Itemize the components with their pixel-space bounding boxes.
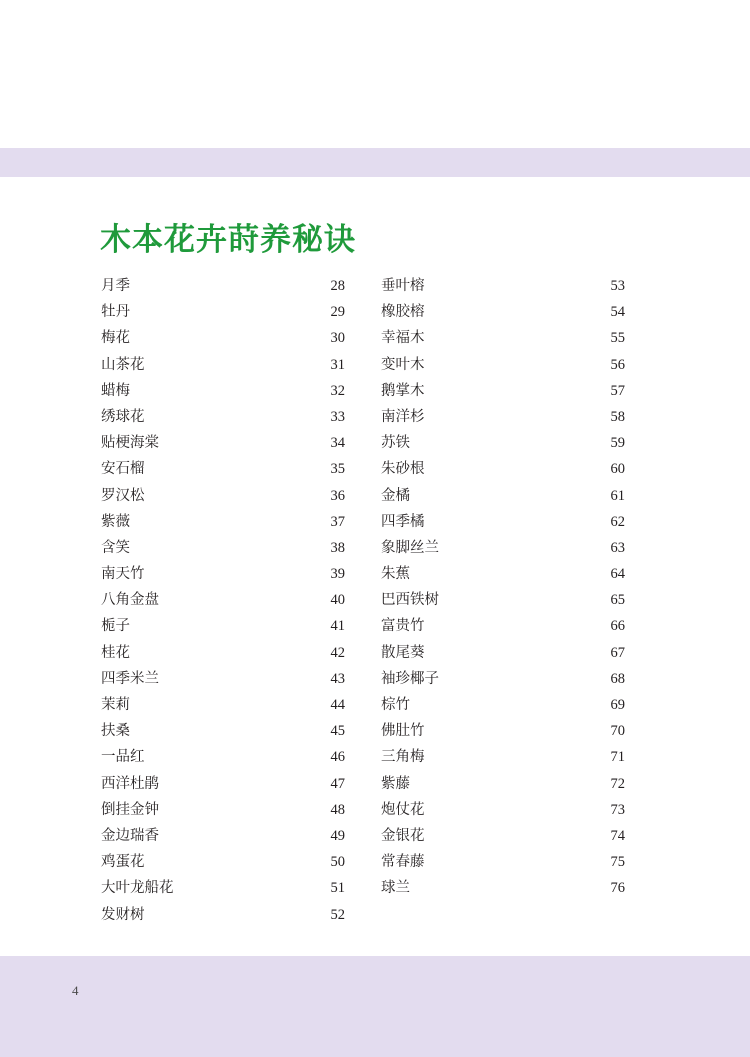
toc-entry-title: 扶桑 — [101, 723, 130, 740]
toc-entry[interactable] — [101, 509, 345, 535]
toc-entry-title: 紫藤 — [381, 775, 410, 792]
toc-entry[interactable] — [381, 613, 625, 639]
toc-entry[interactable] — [101, 378, 345, 404]
toc-entry-page: 32 — [330, 382, 345, 399]
toc-entry-page: 37 — [330, 513, 345, 530]
toc-entry-page: 40 — [330, 592, 345, 609]
toc-entry-page: 61 — [610, 487, 625, 504]
toc-entry[interactable] — [381, 718, 625, 744]
toc-entry-title: 安石榴 — [101, 461, 145, 478]
toc-entry-title: 山茶花 — [101, 356, 145, 373]
toc-entry-title: 金边瑞香 — [101, 827, 159, 844]
toc-entry[interactable] — [381, 404, 625, 430]
toc-entry-title: 散尾葵 — [381, 644, 425, 661]
toc-entry[interactable] — [101, 823, 345, 849]
toc-entry-page: 49 — [330, 827, 345, 844]
toc-entry-page: 69 — [610, 697, 625, 713]
toc-entry-page: 36 — [330, 487, 345, 504]
toc-entry[interactable] — [101, 666, 345, 692]
toc-entry-title: 含笑 — [101, 539, 130, 556]
toc-entry-title: 棕竹 — [381, 697, 410, 713]
toc-entry[interactable] — [101, 902, 345, 928]
toc-entry-title: 栀子 — [101, 618, 130, 635]
toc-entry-page: 33 — [330, 408, 345, 425]
toc-entry-title: 朱蕉 — [381, 566, 410, 583]
toc-entry-page: 54 — [610, 304, 625, 321]
toc-entry[interactable] — [381, 797, 625, 823]
toc-column-right — [381, 273, 625, 902]
toc-entry-page: 41 — [330, 618, 345, 635]
toc-entry-page: 55 — [610, 330, 625, 347]
toc-entry-title: 茉莉 — [101, 697, 130, 713]
toc-entry[interactable] — [381, 587, 625, 613]
toc-entry[interactable] — [101, 718, 345, 744]
toc-entry-page: 28 — [330, 278, 345, 294]
toc-entry-title: 四季橘 — [381, 513, 425, 530]
toc-entry-page: 67 — [610, 644, 625, 661]
toc-entry-page: 62 — [610, 513, 625, 530]
toc-entry-page: 53 — [610, 278, 625, 294]
toc-entry-page: 48 — [330, 801, 345, 818]
toc-entry-title: 橡胶榕 — [381, 304, 425, 321]
toc-entry-page: 46 — [330, 749, 345, 766]
toc-entry-title: 常春藤 — [381, 854, 425, 871]
toc-entry-title: 一品红 — [101, 749, 145, 766]
toc-entry-page: 71 — [610, 749, 625, 766]
toc-entry-page: 63 — [610, 539, 625, 556]
toc-entry[interactable] — [101, 456, 345, 482]
toc-entry[interactable] — [101, 692, 345, 718]
toc-entry-page: 31 — [330, 356, 345, 373]
toc-entry-title: 南天竹 — [101, 566, 145, 583]
toc-entry[interactable] — [381, 875, 625, 901]
toc-entry-title: 紫薇 — [101, 513, 130, 530]
toc-entry-title: 袖珍椰子 — [381, 670, 439, 687]
toc-entry-page: 68 — [610, 670, 625, 687]
toc-entry-title: 巴西铁树 — [381, 592, 439, 609]
footer-band — [0, 956, 750, 1057]
toc-entry[interactable] — [101, 744, 345, 770]
toc-entry[interactable] — [381, 352, 625, 378]
toc-entry-title: 南洋杉 — [381, 408, 425, 425]
toc-entry[interactable] — [101, 325, 345, 351]
toc-entry-title: 牡丹 — [101, 304, 130, 321]
toc-entry-title: 发财树 — [101, 906, 145, 923]
toc-entry[interactable] — [101, 613, 345, 639]
toc-entry[interactable] — [101, 587, 345, 613]
toc-entry[interactable] — [101, 535, 345, 561]
toc-entry-title: 金橘 — [381, 487, 410, 504]
toc-entry[interactable] — [101, 483, 345, 509]
toc-entry[interactable] — [101, 561, 345, 587]
toc-entry-page: 65 — [610, 592, 625, 609]
toc-entry[interactable] — [381, 430, 625, 456]
toc-entry-page: 42 — [330, 644, 345, 661]
toc-entry-title: 蜡梅 — [101, 382, 130, 399]
toc-entry-title: 幸福木 — [381, 330, 425, 347]
toc-entry-page: 34 — [330, 435, 345, 452]
toc-entry-page: 52 — [330, 906, 345, 923]
toc-entry-page: 39 — [330, 566, 345, 583]
toc-entry-page: 72 — [610, 775, 625, 792]
toc-entry-page: 75 — [610, 854, 625, 871]
toc-entry[interactable] — [101, 273, 345, 299]
toc-entry-page: 73 — [610, 801, 625, 818]
toc-entry-page: 74 — [610, 827, 625, 844]
toc-entry-title: 苏铁 — [381, 435, 410, 452]
toc-entry[interactable] — [101, 771, 345, 797]
toc-entry[interactable] — [381, 509, 625, 535]
toc-entry-title: 象脚丝兰 — [381, 539, 439, 556]
toc-entry[interactable] — [101, 430, 345, 456]
toc-entry-title: 朱砂根 — [381, 461, 425, 478]
toc-entry[interactable] — [381, 849, 625, 875]
toc-entry-title: 鹅掌木 — [381, 382, 425, 399]
toc-entry-page: 59 — [610, 435, 625, 452]
toc-entry-page: 50 — [330, 854, 345, 871]
toc-entry[interactable] — [101, 640, 345, 666]
toc-entry-page: 51 — [330, 880, 345, 897]
toc-entry[interactable] — [381, 378, 625, 404]
toc-entry-page: 44 — [330, 697, 345, 713]
toc-entry-title: 西洋杜鹃 — [101, 775, 159, 792]
toc-entry-title: 鸡蛋花 — [101, 854, 145, 871]
toc-entry-title: 月季 — [101, 278, 130, 294]
toc-entry-page: 58 — [610, 408, 625, 425]
toc-entry[interactable] — [101, 352, 345, 378]
toc-entry[interactable] — [381, 692, 625, 718]
toc-entry-page: 64 — [610, 566, 625, 583]
toc-entry[interactable] — [381, 771, 625, 797]
toc-entry-title: 四季米兰 — [101, 670, 159, 687]
toc-entry[interactable] — [381, 299, 625, 325]
header-band — [0, 148, 750, 177]
toc-entry-title: 佛肚竹 — [381, 723, 425, 740]
toc-entry[interactable] — [381, 456, 625, 482]
toc-entry-title: 桂花 — [101, 644, 130, 661]
toc-entry-page: 38 — [330, 539, 345, 556]
toc-entry[interactable] — [381, 483, 625, 509]
toc-entry-page: 35 — [330, 461, 345, 478]
toc-entry-title: 炮仗花 — [381, 801, 425, 818]
toc-entry[interactable] — [101, 299, 345, 325]
toc-entry[interactable] — [101, 797, 345, 823]
toc-entry[interactable] — [381, 561, 625, 587]
toc-entry-title: 金银花 — [381, 827, 425, 844]
toc-entry-title: 绣球花 — [101, 408, 145, 425]
toc-entry[interactable] — [381, 273, 625, 299]
toc-entry-page: 66 — [610, 618, 625, 635]
page-title: 木本花卉莳养秘诀 — [100, 222, 356, 258]
toc-entry-page: 30 — [330, 330, 345, 347]
toc-entry-title: 垂叶榕 — [381, 278, 425, 294]
toc-entry[interactable] — [381, 744, 625, 770]
toc-entry-page: 43 — [330, 670, 345, 687]
toc-entry[interactable] — [381, 640, 625, 666]
toc-entry-title: 球兰 — [381, 880, 410, 897]
toc-entry-title: 三角梅 — [381, 749, 425, 766]
toc-entry-title: 贴梗海棠 — [101, 435, 159, 452]
toc-entry[interactable] — [381, 666, 625, 692]
toc-entry[interactable] — [101, 849, 345, 875]
toc-entry-page: 29 — [330, 304, 345, 321]
toc-entry-page: 47 — [330, 775, 345, 792]
toc-entry-title: 大叶龙船花 — [101, 880, 174, 897]
page-number: 4 — [72, 983, 79, 998]
toc-entry-page: 70 — [610, 723, 625, 740]
toc-entry-title: 富贵竹 — [381, 618, 425, 635]
toc-entry-page: 45 — [330, 723, 345, 740]
toc-column-left — [101, 273, 345, 928]
toc-entry-page: 60 — [610, 461, 625, 478]
toc-entry-title: 变叶木 — [381, 356, 425, 373]
toc-entry[interactable] — [381, 535, 625, 561]
toc-entry[interactable] — [101, 875, 345, 901]
toc-entry[interactable] — [381, 823, 625, 849]
toc-entry-title: 八角金盘 — [101, 592, 159, 609]
toc-entry-title: 倒挂金钟 — [101, 801, 159, 818]
toc-entry-page: 56 — [610, 356, 625, 373]
toc-entry-title: 罗汉松 — [101, 487, 145, 504]
toc-entry-page: 76 — [610, 880, 625, 897]
toc-entry-page: 57 — [610, 382, 625, 399]
toc-entry[interactable] — [381, 325, 625, 351]
toc-entry-title: 梅花 — [101, 330, 130, 347]
toc-entry[interactable] — [101, 404, 345, 430]
